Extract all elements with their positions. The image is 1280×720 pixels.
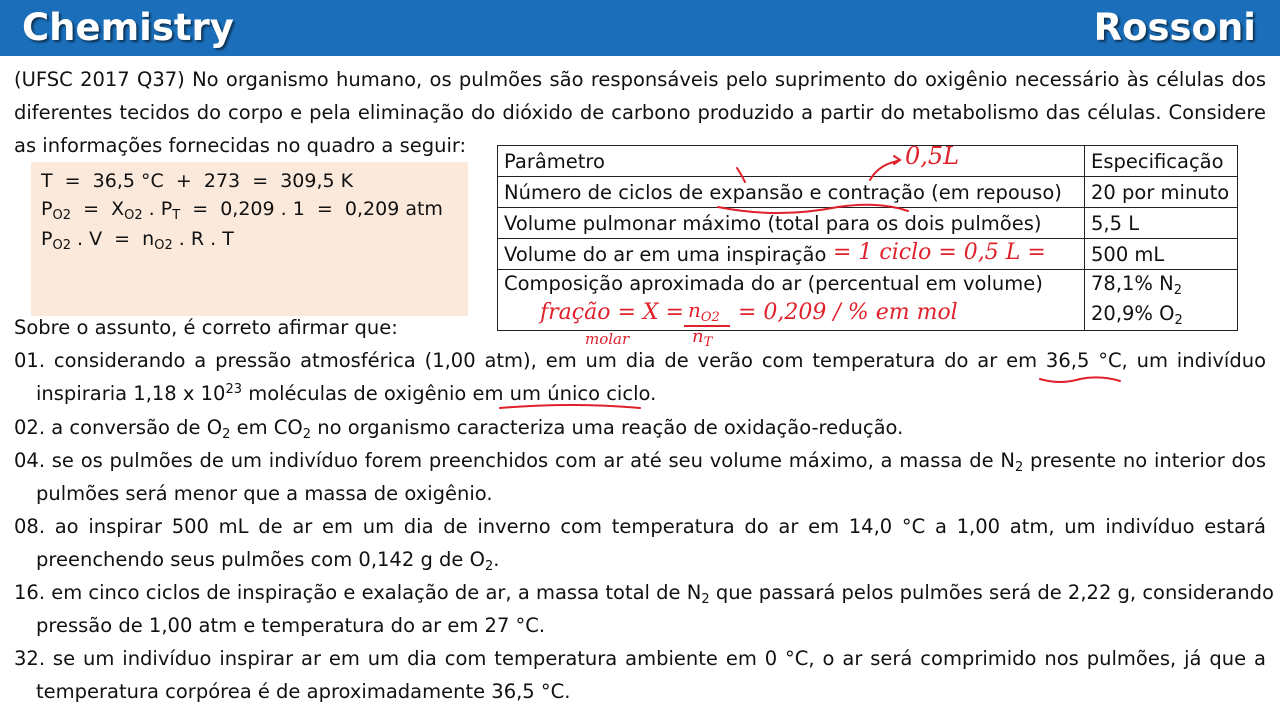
item-01-line-1: 01. considerando a pressão atmosférica (1,00 atm), em um dia de verão com temperatura do ar em 36,5 °C, um indivíduo bbox=[14, 349, 1266, 372]
formula-partial-pressure: $P_{O2} = X_{O2}$ . $P_T = 0,209$ . 1 = 0,209 atm bbox=[41, 198, 443, 223]
formula-ideal-gas: $P_{O2}$ . $V = n_{O2}$ . R . T bbox=[41, 228, 234, 253]
item-16-line-2: pressão de 1,00 atm e temperatura do ar em 27 °C. bbox=[36, 614, 546, 637]
table-cell: Composição aproximada do ar (percentual em volume) bbox=[498, 270, 1085, 331]
handwritten-volume-note: 0,5L bbox=[905, 142, 960, 170]
item-08-line-2: preenchendo seus pulmões com 0,142 g de $O_2$. bbox=[36, 548, 500, 574]
table-cell: Volume do ar em uma inspiração bbox=[498, 239, 1085, 270]
table-header-cell: Especificação bbox=[1085, 146, 1238, 177]
item-04-line-1: 04. se os pulmões de um indivíduo forem preenchidos com ar até seu volume máximo, a massa de $N_2$ presente no interior dos bbox=[14, 449, 1266, 475]
table-cell: 20 por minuto bbox=[1085, 177, 1238, 208]
item-08-line-1: 08. ao inspirar 500 mL de ar em um dia de inverno com temperatura do ar em 14,0 °C a 1,00 atm, um indivíduo estará bbox=[14, 515, 1266, 538]
formula-temperature: T = 36,5 °C + 273 = 309,5 K bbox=[41, 170, 354, 192]
handwritten-fraction-value: = 0,209 / % em mol bbox=[738, 300, 958, 325]
intro-line-3: as informações fornecidas no quadro a seguir: bbox=[14, 134, 467, 157]
item-32-line-2: temperatura corpórea é de aproximadamente 36,5 °C. bbox=[36, 680, 571, 703]
author-title: Rossoni bbox=[1093, 6, 1256, 49]
subject-title: Chemistry bbox=[22, 6, 234, 49]
table-cell: 20,9% $O_2$ bbox=[1085, 300, 1238, 331]
item-04-line-2: pulmões será menor que a massa de oxigênio. bbox=[36, 482, 493, 505]
item-16-line-1: 16. em cinco ciclos de inspiração e exalação de ar, a massa total de $N_2$ que passará pelos pulmões será de 2,22 g, considerando bbox=[14, 581, 1274, 607]
handwritten-molar-label: molar bbox=[585, 330, 630, 348]
table-cell: Número de ciclos de expansão e contração (em repouso) bbox=[498, 177, 1085, 208]
intro-line-1: (UFSC 2017 Q37) No organismo humano, os pulmões são responsáveis pelo suprimento do oxigênio necessário às células dos bbox=[14, 68, 1266, 91]
handwritten-denominator: $n_T$ bbox=[692, 326, 713, 350]
handwritten-fraction-label: fração = X = bbox=[540, 300, 684, 325]
table-cell: 500 mL bbox=[1085, 239, 1238, 270]
table-cell: 78,1% $N_2$ bbox=[1085, 270, 1238, 301]
handwritten-cycle-note: = 1 ciclo = 0,5 L = bbox=[833, 240, 1046, 265]
question-prompt: Sobre o assunto, é correto afirmar que: bbox=[14, 316, 398, 339]
table-cell: 5,5 L bbox=[1085, 208, 1238, 239]
table-cell: Volume pulmonar máximo (total para os dois pulmões) bbox=[498, 208, 1085, 239]
table-header-cell: Parâmetro bbox=[498, 146, 1085, 177]
intro-line-2: diferentes tecidos do corpo e pela eliminação do dióxido de carbono produzido a partir do metabolismo das células. Considere bbox=[14, 101, 1266, 124]
handwritten-numerator: $n_{O2}$ bbox=[688, 298, 720, 325]
item-02: 02. a conversão de $O_2$ em $CO_2$ no organismo caracteriza uma reação de oxidação-redução. bbox=[14, 416, 904, 442]
item-01-line-2: inspiraria 1,18 x $10^{23}$ moléculas de oxigênio em um único ciclo. bbox=[36, 382, 657, 405]
item-32-line-1: 32. se um indivíduo inspirar ar em um dia com temperatura ambiente em 0 °C, o ar será comprimido nos pulmões, já que a bbox=[14, 647, 1266, 670]
